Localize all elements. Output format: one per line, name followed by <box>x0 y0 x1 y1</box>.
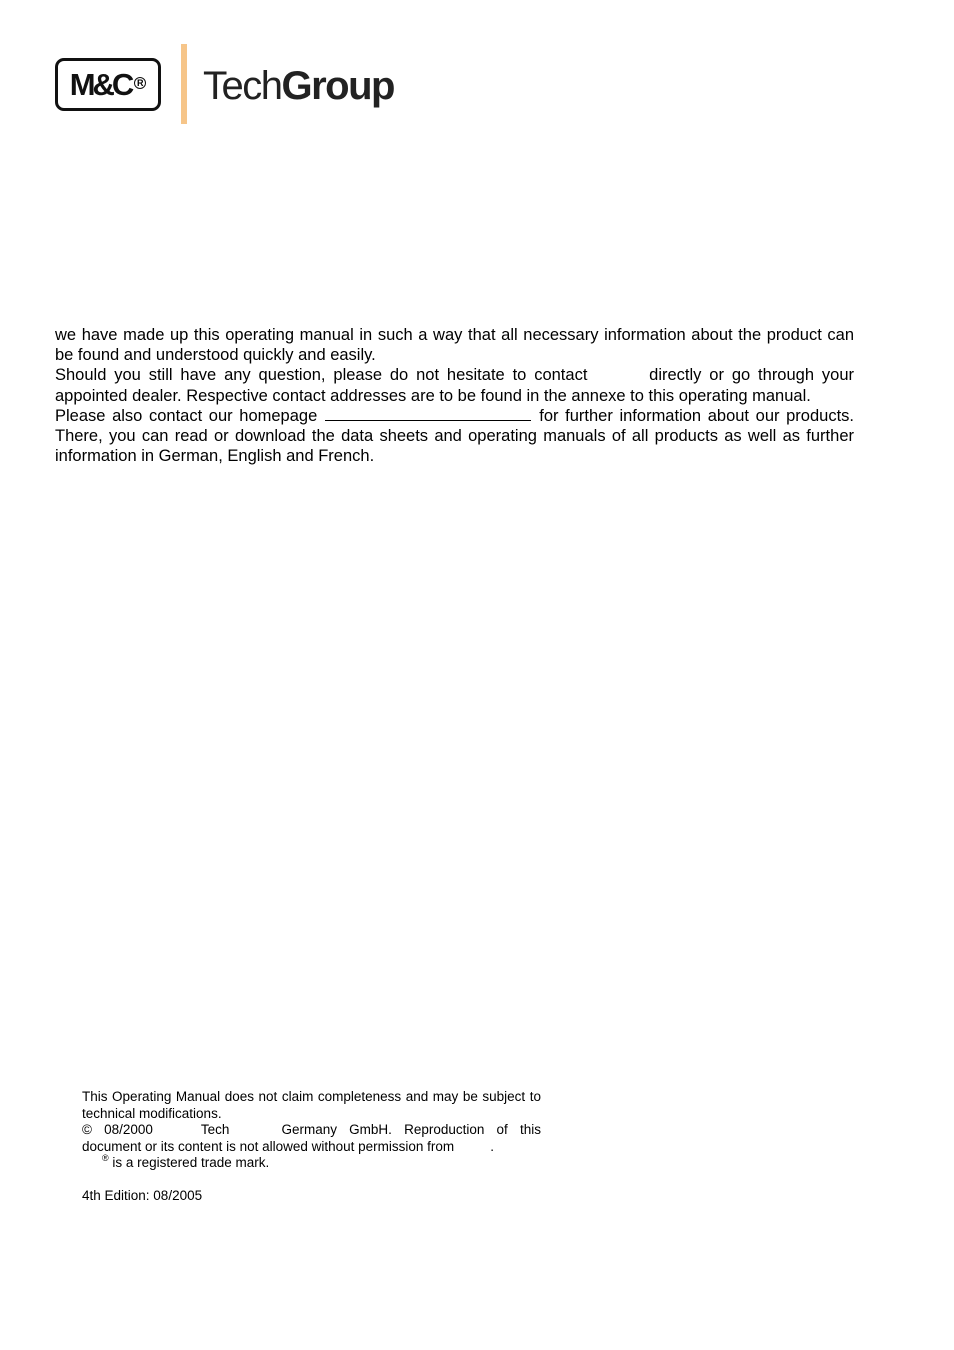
legal-notice <box>82 1089 541 1172</box>
mc-logo-mark <box>55 58 161 111</box>
homepage-link[interactable] <box>325 406 531 421</box>
wordmark-tech: Tech <box>203 64 282 108</box>
copyright-date: © 08/2000 <box>82 1122 153 1138</box>
company-logo <box>55 44 415 126</box>
intro-p3-end: for further information about our products. There, you can read or download the data sheets and operating manuals of all products as well as further information in German, English and French. <box>55 406 854 466</box>
notice-trademark <box>82 1155 541 1172</box>
intro-p2-end: directly or go through your appointed dealer. Respective contact addresses are to be found in the annexe to this operating manual. <box>55 366 854 405</box>
copyright-end: . <box>490 1139 494 1155</box>
wordmark-group: Group <box>281 64 394 108</box>
intro-paragraph-3 <box>55 406 854 467</box>
introduction-text <box>55 325 854 466</box>
registered-icon: R <box>134 77 146 89</box>
notice-completeness: This Operating Manual does not claim completeness and may be subject to technical modifications. <box>82 1089 541 1121</box>
mc-logo-text: M&C <box>69 66 132 102</box>
trademark-text: is a registered trade mark. <box>112 1154 270 1170</box>
techgroup-wordmark <box>203 64 394 109</box>
intro-p2-start: Should you still have any question, please do not hesitate to contact <box>55 366 588 385</box>
copyright-text: Germany GmbH. Reproduction of this document or its content is not allowed without permission from <box>82 1122 541 1155</box>
intro-paragraph-1: we have made up this operating manual in such a way that all necessary information about the product can be found and understood quickly and easily. <box>55 326 854 365</box>
edition-info: 4th Edition: 08/2005 <box>82 1188 203 1203</box>
intro-paragraph-2 <box>55 365 854 405</box>
intro-p3-start: Please also contact our homepage <box>55 406 318 425</box>
notice-copyright <box>82 1122 541 1155</box>
registered-mark: ® <box>102 1153 109 1164</box>
copyright-tech: Tech <box>200 1122 230 1138</box>
logo-divider-bar <box>181 44 187 124</box>
